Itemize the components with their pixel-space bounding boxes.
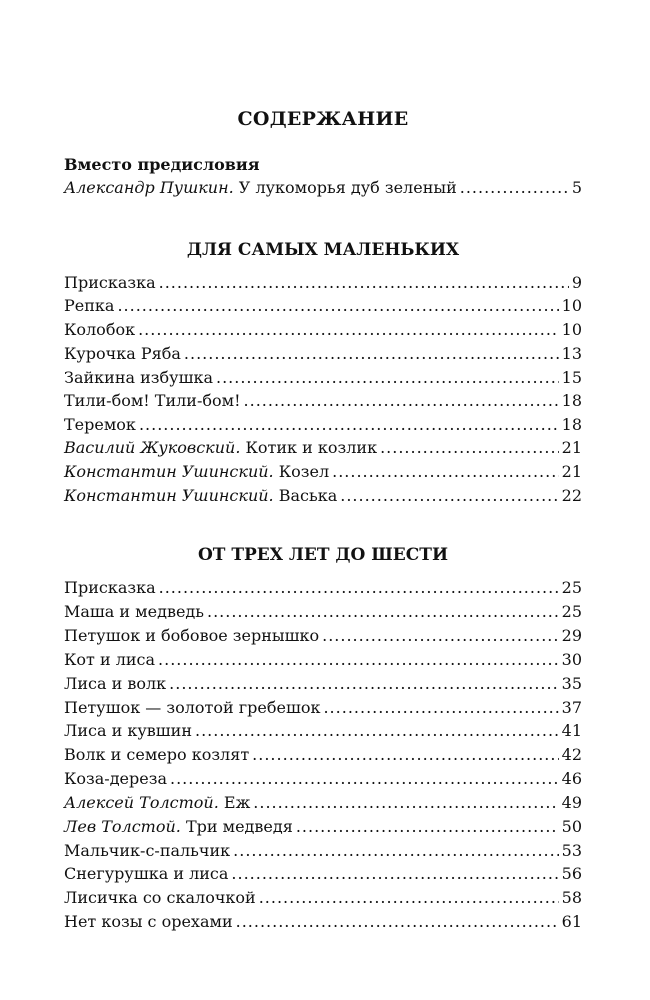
entry-title bbox=[64, 602, 204, 621]
entry-name: Волк и семеро козлят bbox=[64, 745, 250, 764]
entry-title bbox=[64, 626, 319, 645]
entry-author: Алексей Толстой. bbox=[64, 793, 219, 812]
page-number: 37 bbox=[561, 698, 582, 717]
entry-title bbox=[64, 817, 293, 836]
page-number: 21 bbox=[561, 438, 582, 457]
page-number: 49 bbox=[561, 793, 582, 812]
dot-leader bbox=[236, 912, 559, 931]
toc-entry bbox=[64, 864, 582, 888]
page-number: 13 bbox=[561, 344, 582, 363]
toc-entry bbox=[64, 391, 582, 415]
page-number: 10 bbox=[561, 320, 582, 339]
entry-name: Козел bbox=[273, 462, 330, 481]
page-number: 25 bbox=[561, 578, 582, 597]
entry-name: Котик и козлик bbox=[240, 438, 378, 457]
entry-title bbox=[64, 438, 377, 457]
entry-title bbox=[64, 674, 166, 693]
dot-leader bbox=[340, 486, 558, 505]
entry-name: Нет козы с орехами bbox=[64, 912, 233, 931]
entry-name: Кот и лиса bbox=[64, 650, 156, 669]
entry-name: Лиса и кувшин bbox=[64, 721, 192, 740]
page-number: 10 bbox=[561, 296, 582, 315]
page-number: 35 bbox=[561, 674, 582, 693]
page-number: 18 bbox=[561, 415, 582, 434]
entry-title bbox=[64, 841, 230, 860]
entry-name: Присказка bbox=[64, 273, 156, 292]
entry-title bbox=[64, 721, 192, 740]
page-number: 18 bbox=[561, 391, 582, 410]
toc-entry bbox=[64, 368, 582, 392]
page-number: 61 bbox=[561, 912, 582, 931]
entry-author: Александр Пушкин. bbox=[64, 178, 234, 197]
entry-title bbox=[64, 320, 135, 339]
page-number: 41 bbox=[561, 721, 582, 740]
toc-entry bbox=[64, 273, 582, 297]
page-number: 25 bbox=[561, 602, 582, 621]
dot-leader bbox=[158, 650, 559, 669]
entry-title bbox=[64, 344, 181, 363]
toc-entry bbox=[64, 462, 582, 486]
dot-leader bbox=[233, 841, 559, 860]
entry-name: Петушок — золотой гребешок bbox=[64, 698, 321, 717]
dot-leader bbox=[159, 273, 569, 292]
entry-name: Колобок bbox=[64, 320, 136, 339]
page-number: 30 bbox=[561, 650, 582, 669]
toc-entry bbox=[64, 674, 582, 698]
entry-author: Константин Ушинский. bbox=[64, 462, 274, 481]
toc-entry bbox=[64, 578, 582, 602]
entry-name: Снегурушка и лиса bbox=[64, 864, 229, 883]
entry-author: Константин Ушинский. bbox=[64, 486, 274, 505]
dot-leader bbox=[253, 793, 558, 812]
page-number: 50 bbox=[561, 817, 582, 836]
toc-entry bbox=[64, 415, 582, 439]
dot-leader bbox=[169, 674, 558, 693]
dot-leader bbox=[231, 864, 558, 883]
entry-name: Лисичка со скалочкой bbox=[64, 888, 256, 907]
dot-leader bbox=[195, 721, 559, 740]
toc-entry bbox=[64, 817, 582, 841]
entry-title bbox=[64, 462, 329, 481]
toc-entry bbox=[64, 626, 582, 650]
entry-title bbox=[64, 273, 156, 292]
toc-entry bbox=[64, 721, 582, 745]
toc-entry bbox=[64, 745, 582, 769]
dot-leader bbox=[380, 438, 559, 457]
toc-entry bbox=[64, 344, 582, 368]
entry-title bbox=[64, 888, 256, 907]
entry-author: Лев Толстой. bbox=[64, 817, 181, 836]
entry-name: Лиса и волк bbox=[64, 674, 167, 693]
toc-entry bbox=[64, 912, 582, 936]
entry-title bbox=[64, 912, 233, 931]
dot-leader bbox=[207, 602, 559, 621]
section-title: ДЛЯ САМЫХ МАЛЕНЬКИХ bbox=[186, 240, 460, 260]
dot-leader bbox=[170, 769, 559, 788]
toc-entry bbox=[64, 320, 582, 344]
dot-leader bbox=[460, 178, 569, 197]
entry-title bbox=[64, 368, 213, 387]
dot-leader bbox=[216, 368, 559, 387]
entry-name: Зайкина избушка bbox=[64, 368, 213, 387]
entry-name: Петушок и бобовое зернышко bbox=[64, 626, 320, 645]
entry-title bbox=[64, 745, 249, 764]
page-number: 42 bbox=[561, 745, 582, 764]
toc-entry bbox=[64, 769, 582, 793]
dot-leader bbox=[322, 626, 559, 645]
entry-name: Репка bbox=[64, 296, 115, 315]
entry-name: Присказка bbox=[64, 578, 156, 597]
page-number: 21 bbox=[561, 462, 582, 481]
toc-entry bbox=[64, 650, 582, 674]
page-number: 9 bbox=[571, 273, 582, 292]
entry-name: Курочка Ряба bbox=[64, 344, 181, 363]
dot-leader bbox=[139, 415, 559, 434]
entry-title bbox=[64, 391, 241, 410]
entry-name: У лукоморья дуб зеленый bbox=[233, 178, 457, 197]
entry-title bbox=[64, 650, 155, 669]
entry-name: Теремок bbox=[64, 415, 136, 434]
entry-name: Тили-бом! Тили-бом! bbox=[64, 391, 241, 410]
page-number: 56 bbox=[561, 864, 582, 883]
entry-title bbox=[64, 698, 320, 717]
page-number: 29 bbox=[561, 626, 582, 645]
toc-entry-preface bbox=[64, 178, 582, 202]
entry-author: Василий Жуковский. bbox=[64, 438, 241, 457]
toc-entry bbox=[64, 486, 582, 510]
dot-leader bbox=[117, 296, 558, 315]
page-number: 53 bbox=[561, 841, 582, 860]
toc-entry bbox=[64, 841, 582, 865]
dot-leader bbox=[244, 391, 559, 410]
toc-entry bbox=[64, 698, 582, 722]
page-title: СОДЕРЖАНИЕ bbox=[237, 108, 409, 130]
section-title: ОТ ТРЕХ ЛЕТ ДО ШЕСТИ bbox=[197, 545, 449, 565]
dot-leader bbox=[138, 320, 559, 339]
entry-name: Коза-дереза bbox=[64, 769, 167, 788]
page-number: 58 bbox=[561, 888, 582, 907]
entry-title bbox=[64, 793, 250, 812]
page-number: 22 bbox=[561, 486, 582, 505]
entry-name: Три медведя bbox=[180, 817, 293, 836]
dot-leader bbox=[259, 888, 559, 907]
entry-title bbox=[64, 415, 136, 434]
dot-leader bbox=[159, 578, 559, 597]
toc-entry bbox=[64, 438, 582, 462]
dot-leader bbox=[296, 817, 559, 836]
dot-leader bbox=[184, 344, 559, 363]
entry-title bbox=[64, 486, 337, 505]
entry-title bbox=[64, 178, 457, 197]
dot-leader bbox=[252, 745, 558, 764]
toc-entry bbox=[64, 888, 582, 912]
entry-name: Мальчик-с-пальчик bbox=[64, 841, 231, 860]
entry-title bbox=[64, 864, 228, 883]
entry-name: Васька bbox=[273, 486, 338, 505]
page-number: 46 bbox=[561, 769, 582, 788]
toc-entry bbox=[64, 602, 582, 626]
entry-name: Маша и медведь bbox=[64, 602, 204, 621]
page-number: 15 bbox=[561, 368, 582, 387]
entry-name: Еж bbox=[218, 793, 251, 812]
entry-title bbox=[64, 769, 167, 788]
dot-leader bbox=[323, 698, 558, 717]
entry-title bbox=[64, 296, 114, 315]
preface-heading: Вместо предисловия bbox=[64, 155, 260, 174]
toc-entry bbox=[64, 296, 582, 320]
dot-leader bbox=[332, 462, 559, 481]
page-number: 5 bbox=[571, 178, 582, 197]
toc-entry bbox=[64, 793, 582, 817]
entry-title bbox=[64, 578, 156, 597]
